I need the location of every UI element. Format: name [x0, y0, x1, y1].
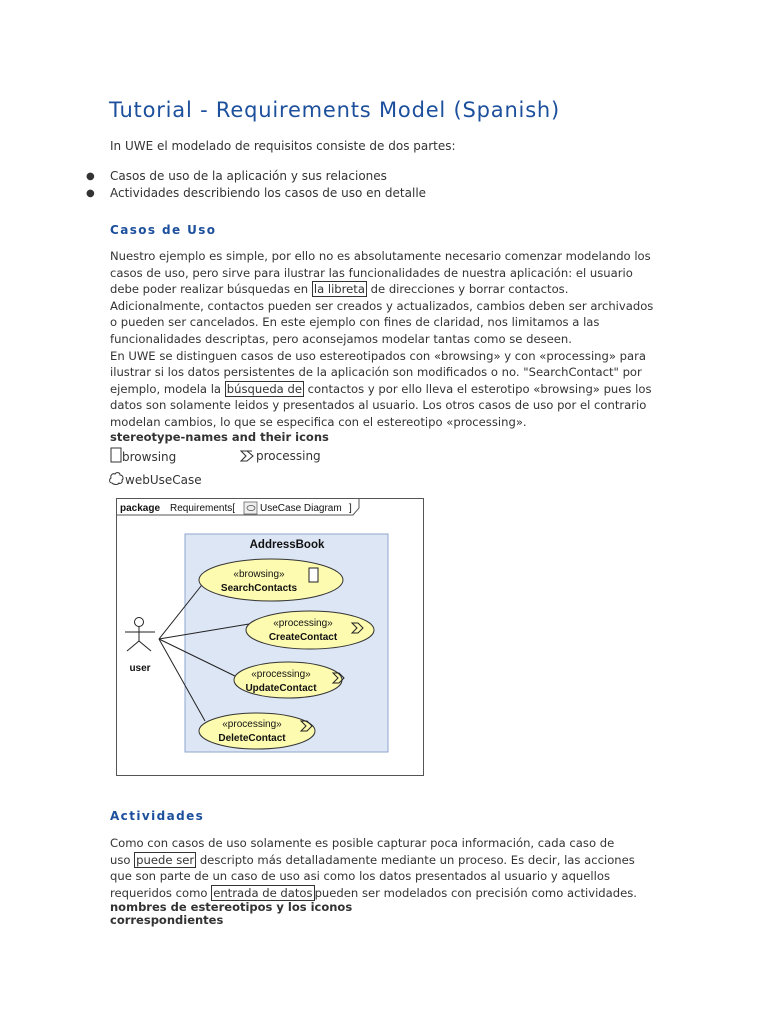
paragraph-line: requeridos como entrada de datos pueden ser modelados con precisión como actividades.	[110, 885, 637, 900]
stereotype-caption-es-line1: nombres de estereotipos y los iconos	[110, 900, 353, 914]
link-la-libreta[interactable]: la libreta	[313, 282, 365, 297]
processing-stereotype	[240, 449, 321, 463]
bullet-list	[0, 168, 426, 202]
webusecase-stereotype	[108, 471, 202, 487]
usecase-name: UpdateContact	[245, 683, 317, 694]
usecase-name: SearchContacts	[220, 583, 298, 594]
usecase-stereotype: «browsing»	[233, 569, 285, 580]
paragraph-line: funcionalidades descriptas, pero aconsejamos modelar tantas como se deseen.	[110, 331, 572, 346]
processing-icon	[240, 450, 256, 462]
frame-label-close: ]	[349, 503, 352, 514]
processing-label: processing	[256, 449, 321, 463]
paragraph-line: que son parte de un caso de uso asi como los datos presentados al usuario y aquellos	[110, 869, 610, 884]
paragraph-line: En UWE se distinguen casos de uso estereotipados con «browsing» y con «processing» para	[110, 348, 646, 363]
paragraph-line: ejemplo, modela la búsqueda de contactos y por ello lleva el esterotipo «browsing» pues los	[110, 381, 652, 396]
usecase-name: CreateContact	[268, 632, 338, 643]
frame-label-name: Requirements[	[170, 503, 236, 514]
usecase-diagram	[116, 498, 424, 776]
paragraph-line: datos son solamente leidos y presentados al usuario. Los otros casos de uso por el contrario	[110, 398, 647, 413]
frame-label-type: UseCase Diagram	[260, 503, 342, 514]
paragraph-line: Nuestro ejemplo es simple, por ello no es absolutamente necesario comenzar modelando los	[110, 249, 651, 263]
webusecase-label: webUseCase	[125, 473, 202, 487]
page-title: Tutorial - Requirements Model (Spanish)	[109, 98, 561, 122]
link-busqueda-de[interactable]: búsqueda de	[226, 381, 302, 396]
link-entrada-de-datos[interactable]: entrada de datos	[213, 885, 313, 900]
paragraph-line: Como con casos de uso solamente es posible capturar poca información, cada caso de	[110, 836, 615, 850]
usecase-stereotype: «processing»	[273, 618, 333, 629]
bullet-dot-icon: ●	[86, 188, 95, 199]
browsing-icon	[309, 568, 318, 582]
bullet-item	[0, 168, 426, 185]
paragraph-line: modelan cambios, lo que se especifica con el estereotipo «processing».	[110, 414, 527, 429]
bullet-dot-icon: ●	[86, 171, 95, 182]
paragraph-line: debe poder realizar búsquedas en la libreta de direcciones y borrar contactos.	[110, 282, 569, 297]
usecase-stereotype: «processing»	[251, 669, 311, 680]
usecase-stereotype: «processing»	[222, 719, 282, 730]
browsing-icon	[110, 447, 122, 463]
browsing-label: browsing	[122, 450, 177, 464]
browsing-stereotype	[110, 447, 176, 464]
stereotype-caption-es-line2: correspondientes	[110, 913, 224, 927]
bullet-text: Actividades describiendo los casos de uso en detalle	[110, 186, 427, 200]
paragraph-line: casos de uso, pero sirve para ilustrar las funcionalidades de nuestra aplicación: el usuario	[110, 265, 633, 280]
bullet-text: Casos de uso de la aplicación y sus relaciones	[110, 169, 387, 183]
paragraph-line: ilustrar si los datos persistentes de la aplicación son modificados o no. "SearchContact" por	[110, 365, 642, 380]
bullet-item	[0, 185, 426, 202]
frame-label-keyword: package	[120, 503, 161, 514]
actor-label: user	[129, 663, 151, 674]
casos-de-uso-paragraph	[110, 248, 670, 431]
intro-text: In UWE el modelado de requisitos consiste de dos partes:	[110, 139, 456, 153]
paragraph-line: o pueden ser cancelados. En este ejemplo con fines de claridad, nos limitamos a las	[110, 315, 600, 330]
section-heading-actividades: Actividades	[110, 809, 205, 823]
actividades-paragraph	[110, 835, 670, 901]
section-heading-casos-de-uso: Casos de Uso	[110, 223, 217, 237]
paragraph-line: uso puede ser descripto más detalladamente mediante un proceso. Es decir, las acciones	[110, 852, 635, 867]
cloud-icon	[108, 471, 125, 486]
usecase-name: DeleteContact	[218, 733, 286, 744]
paragraph-line: Adicionalmente, contactos pueden ser creados y actualizados, cambios deben ser archivados	[110, 298, 654, 313]
actor-user	[125, 618, 155, 652]
stereotype-caption: stereotype-names and their icons	[110, 430, 329, 444]
usecase-searchcontacts	[199, 559, 343, 601]
package-name: AddressBook	[249, 539, 325, 551]
link-puede-ser[interactable]: puede ser	[136, 852, 195, 867]
